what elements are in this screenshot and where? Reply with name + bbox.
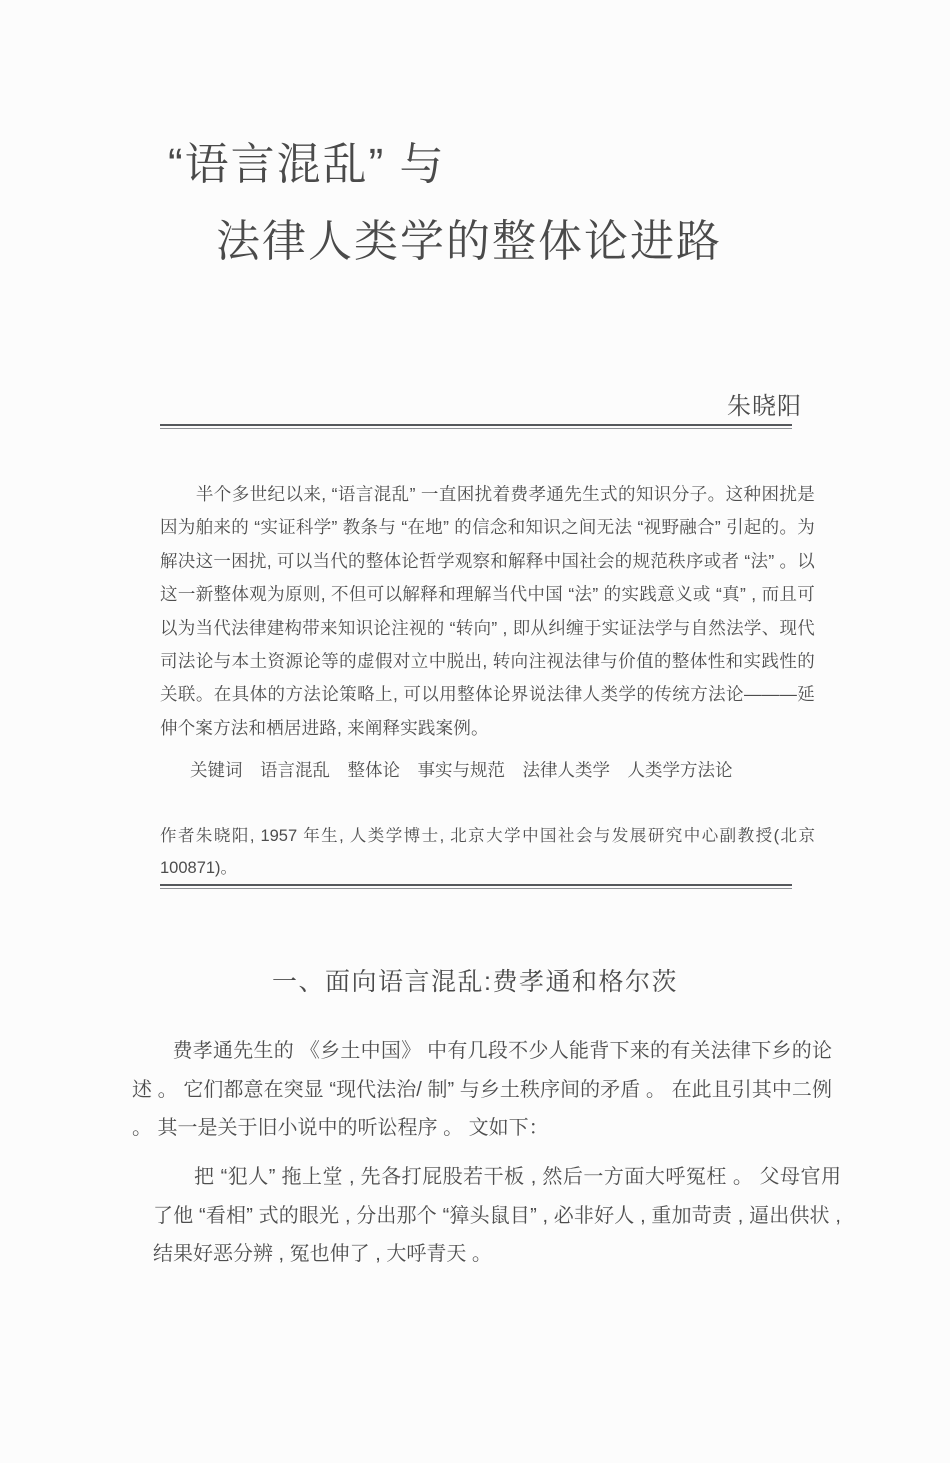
abstract-text: 半个多世纪以来, “语言混乱” 一直困扰着费孝通先生式的知识分子。这种困扰是因为舶来的 “实证科学” 教条与 “在地” 的信念和知识之间无法 “视野融合” 引起的。为解决这一困扰, 可以当代的整体论哲学观察和解释中国社会的规范秩序或者 “法” 。以这一新整体观为原则, 不但可以解释和理解当代中国 “法” 的实践意义或 “真” , 而且可以为当代法律建构带来知识论注视的 “转向” , 即从纠缠于实证法学与自然法学、现代司法论与本土资源论等的虚假对立中脱出, 转向注视法律与价值的整体性和实践性的关联。在具体的方法论策略上, 可以用整体论界说法律人类学的传统方法论———延伸个案方法和栖居进路, 来阐释实践案例。 [160, 484, 815, 738]
title-line-1: “语言混乱” 与 [168, 140, 446, 189]
keywords-line: 关键词 语言混乱 整体论 事实与规范 法律人类学 人类学方法论 [190, 760, 733, 780]
author-name: 朱晓阳 [727, 393, 802, 420]
divider-bottom-thin-line [160, 888, 792, 889]
title-line-2: 法律人类学的整体论进路 [216, 217, 722, 266]
page-title [0, 134, 950, 273]
quoted-passage: 把 “犯人” 拖上堂 , 先各打屁股若干板 , 然后一方面大呼冤枉 。 父母官用了他 “看相” 式的眼光 , 分出那个 “獐头鼠目” , 必非好人 , 重加苛责 , 逼出供状 , 结果好恶分辨 , 冤也伸了 , 大呼青天 。 [153, 1166, 847, 1265]
section-heading: 一、面向语言混乱:费孝通和格尔茨 [272, 968, 678, 996]
author-footnote: 作者朱晓阳, 1957 年生, 人类学博士, 北京大学中国社会与发展研究中心副教授(北京 100871)。 [160, 827, 820, 877]
divider-bottom [160, 884, 792, 890]
divider-top [160, 424, 792, 430]
divider-top-thin-line [160, 428, 792, 429]
abstract-block [160, 478, 815, 745]
body-paragraph: 费孝通先生的 《乡土中国》 中有几段不少人能背下来的有关法律下乡的论述 。 它们都意在突显 “现代法治/ 制” 与乡土秩序间的矛盾 。 在此且引其中二例 。 其一是关于旧小说中的听讼程序 。 文如下： [132, 1040, 838, 1139]
